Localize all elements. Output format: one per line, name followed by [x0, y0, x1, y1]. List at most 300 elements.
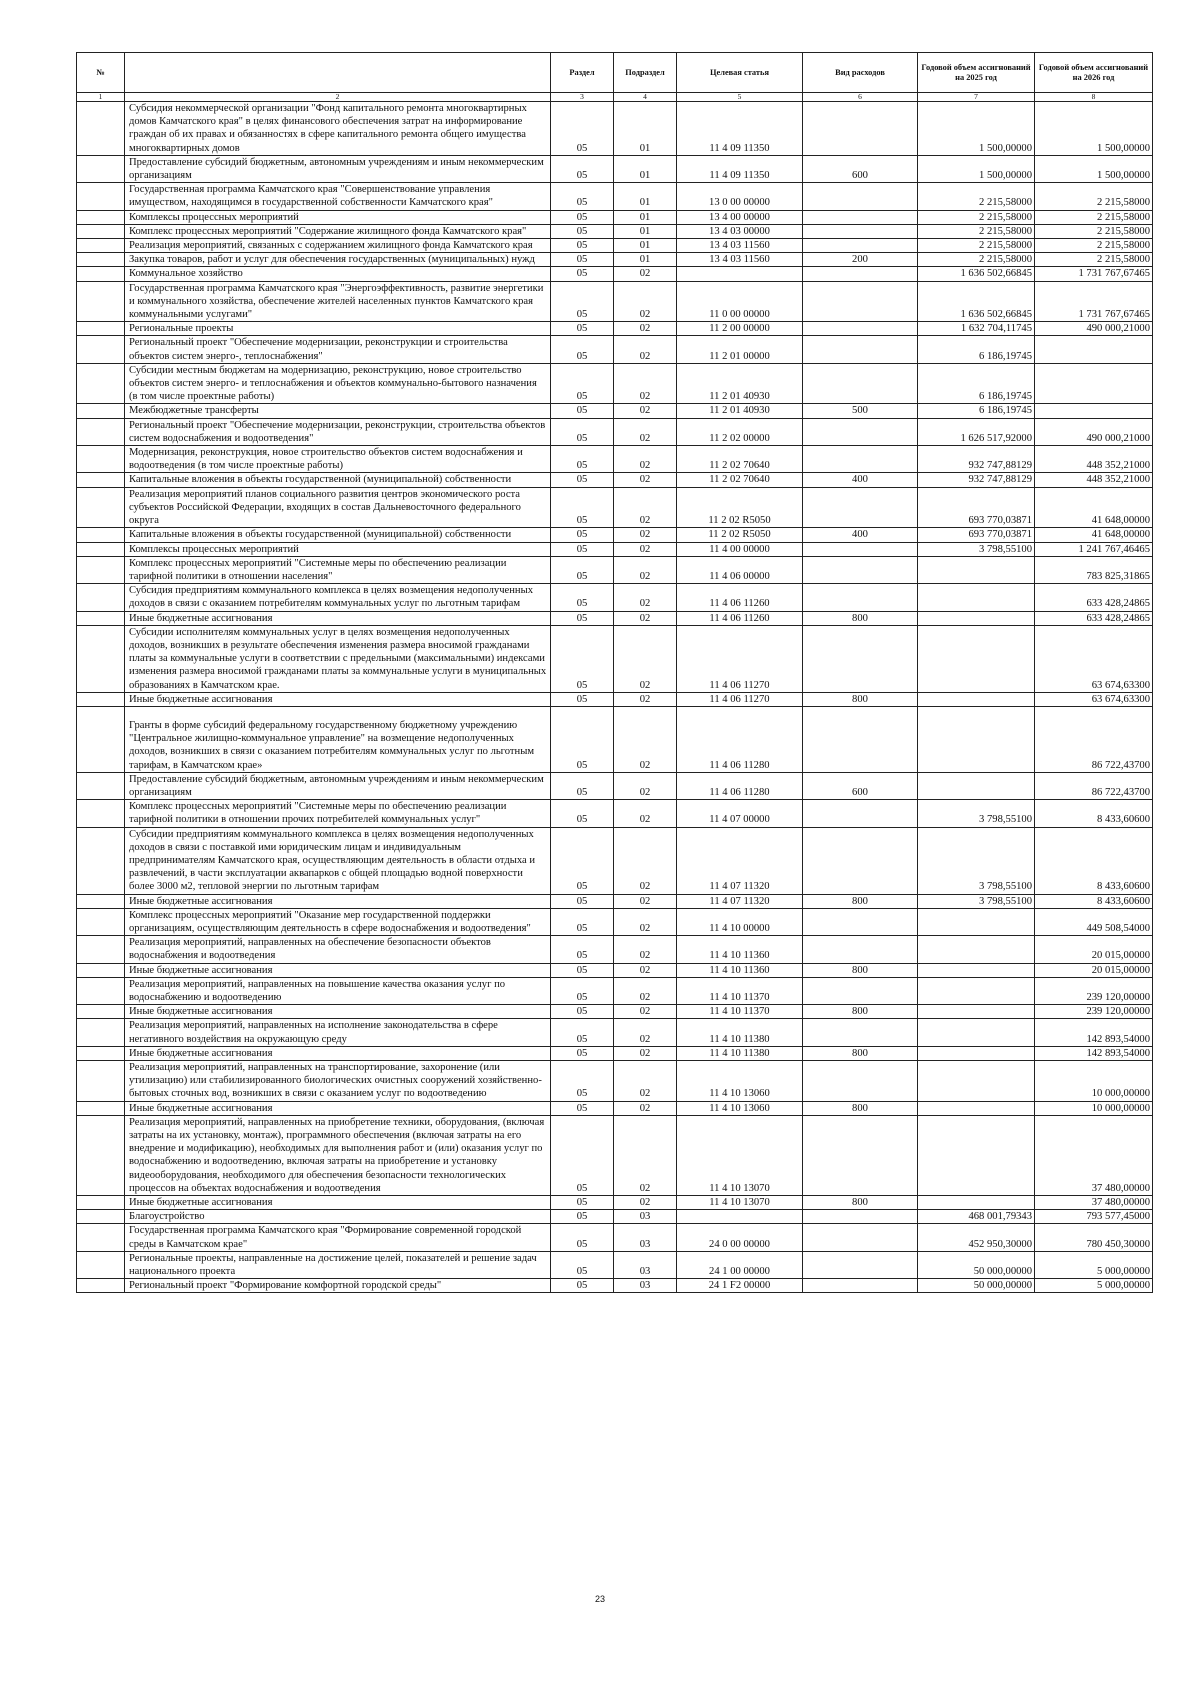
- row-podrazdel: 02: [614, 446, 677, 473]
- row-target-article: 11 4 06 00000: [677, 556, 803, 583]
- table-row: [77, 1115, 1153, 1195]
- row-target-article: 11 2 02 R5050: [677, 528, 803, 542]
- row-expense-type: 400: [803, 528, 918, 542]
- row-podrazdel: 03: [614, 1210, 677, 1224]
- row-amount-2026: 2 215,58000: [1035, 183, 1153, 210]
- row-razdel: 05: [551, 584, 614, 611]
- num-cell: [77, 936, 125, 963]
- row-target-article: 11 0 00 00000: [677, 281, 803, 322]
- row-podrazdel: 02: [614, 800, 677, 827]
- row-amount-2026: 1 241 767,46465: [1035, 542, 1153, 556]
- row-target-article: 11 2 02 00000: [677, 418, 803, 445]
- row-podrazdel: 01: [614, 253, 677, 267]
- row-target-article: 11 4 10 11380: [677, 1019, 803, 1046]
- row-amount-2025: 3 798,55100: [918, 542, 1035, 556]
- row-amount-2025: 6 186,19745: [918, 404, 1035, 418]
- row-name: Региональный проект "Обеспечение модернизации, реконструкции и строительства объектов систем энерго-, теплоснабжения": [125, 336, 551, 363]
- row-target-article: 11 4 10 13060: [677, 1101, 803, 1115]
- row-amount-2026: [1035, 336, 1153, 363]
- row-amount-2025: [918, 625, 1035, 692]
- header-target: Целевая статья: [677, 53, 803, 93]
- row-name: Региональные проекты, направленные на достижение целей, показателей и решение задач национального проекта: [125, 1251, 551, 1278]
- row-target-article: 11 2 01 40930: [677, 404, 803, 418]
- row-amount-2026: 2 215,58000: [1035, 239, 1153, 253]
- row-expense-type: [803, 363, 918, 404]
- row-amount-2026: 448 352,21000: [1035, 473, 1153, 487]
- row-target-article: 11 4 06 11280: [677, 706, 803, 772]
- row-razdel: 05: [551, 363, 614, 404]
- table-row: [77, 1279, 1153, 1293]
- row-amount-2026: 8 433,60600: [1035, 894, 1153, 908]
- table-row: [77, 183, 1153, 210]
- row-razdel: 05: [551, 800, 614, 827]
- row-podrazdel: 02: [614, 363, 677, 404]
- row-razdel: 05: [551, 542, 614, 556]
- row-amount-2026: 490 000,21000: [1035, 322, 1153, 336]
- num-cell: [77, 418, 125, 445]
- row-target-article: 11 4 06 11260: [677, 584, 803, 611]
- row-podrazdel: 01: [614, 155, 677, 182]
- row-amount-2026: [1035, 404, 1153, 418]
- row-podrazdel: 02: [614, 977, 677, 1004]
- row-target-article: 11 4 07 11320: [677, 894, 803, 908]
- table-row: [77, 1101, 1153, 1115]
- table-row: [77, 224, 1153, 238]
- row-razdel: 05: [551, 267, 614, 281]
- table-row: [77, 336, 1153, 363]
- row-name: Региональный проект "Формирование комфортной городской среды": [125, 1279, 551, 1293]
- num-cell: [77, 102, 125, 156]
- row-expense-type: [803, 936, 918, 963]
- row-amount-2026: 8 433,60600: [1035, 827, 1153, 894]
- row-amount-2025: [918, 584, 1035, 611]
- table-row: [77, 706, 1153, 772]
- row-podrazdel: 02: [614, 418, 677, 445]
- table-row: [77, 908, 1153, 935]
- row-razdel: 05: [551, 1251, 614, 1278]
- row-expense-type: [803, 908, 918, 935]
- row-podrazdel: 02: [614, 772, 677, 799]
- row-target-article: 24 1 00 00000: [677, 1251, 803, 1278]
- row-name: Государственная программа Камчатского края "Совершенствование управления имуществом, находящимся в государственной собственности Камчатского края": [125, 183, 551, 210]
- num-cell: [77, 1005, 125, 1019]
- row-amount-2026: 41 648,00000: [1035, 487, 1153, 528]
- row-podrazdel: 02: [614, 1005, 677, 1019]
- row-amount-2026: 239 120,00000: [1035, 1005, 1153, 1019]
- row-podrazdel: 03: [614, 1224, 677, 1251]
- row-expense-type: 800: [803, 692, 918, 706]
- row-amount-2025: [918, 1101, 1035, 1115]
- row-amount-2025: 693 770,03871: [918, 528, 1035, 542]
- row-amount-2026: 2 215,58000: [1035, 253, 1153, 267]
- table-row: [77, 611, 1153, 625]
- row-name: Модернизация, реконструкция, новое строительство объектов систем водоснабжения и водоотведения (в том числе проектные работы): [125, 446, 551, 473]
- row-podrazdel: 02: [614, 542, 677, 556]
- table-row: [77, 102, 1153, 156]
- row-name: Реализация мероприятий, направленных на исполнение законодательства в сфере негативного воздействия на окружающую среду: [125, 1019, 551, 1046]
- row-name: Реализация мероприятий, связанных с содержанием жилищного фонда Камчатского края: [125, 239, 551, 253]
- row-razdel: 05: [551, 446, 614, 473]
- num-cell: [77, 1251, 125, 1278]
- row-target-article: 13 4 03 11560: [677, 253, 803, 267]
- row-amount-2025: [918, 611, 1035, 625]
- row-amount-2025: 1 636 502,66845: [918, 267, 1035, 281]
- row-name: Реализация мероприятий, направленных на повышение качества оказания услуг по водоснабжению и водоотведению: [125, 977, 551, 1004]
- row-amount-2026: 63 674,63300: [1035, 625, 1153, 692]
- row-name: Субсидия некоммерческой организации "Фонд капитального ремонта многоквартирных домов Камчатского края" в целях финансового обеспечения затрат на информирование граждан об их правах и обязанностях в сфере капитального ремонта общего имущества многоквартирных домов: [125, 102, 551, 156]
- row-target-article: 11 4 06 11270: [677, 625, 803, 692]
- row-expense-type: [803, 1115, 918, 1195]
- column-index: 8: [1035, 93, 1153, 102]
- row-amount-2026: 793 577,45000: [1035, 1210, 1153, 1224]
- row-expense-type: [803, 446, 918, 473]
- table-row: [77, 542, 1153, 556]
- row-name: Иные бюджетные ассигнования: [125, 1005, 551, 1019]
- row-name: Субсидии исполнителям коммунальных услуг в целях возмещения недополученных доходов, возникших в результате обеспечения изменения размера вносимой гражданами платы за коммунальные услуги в соответствии с предельными (максимальными) индексами изменения размера вносимой гражданами платы за коммунальные услуги в муниципальных образованиях в Камчатском крае.: [125, 625, 551, 692]
- row-target-article: 11 4 00 00000: [677, 542, 803, 556]
- row-podrazdel: 02: [614, 487, 677, 528]
- num-cell: [77, 1019, 125, 1046]
- row-expense-type: [803, 418, 918, 445]
- row-amount-2026: 8 433,60600: [1035, 800, 1153, 827]
- row-expense-type: [803, 625, 918, 692]
- row-amount-2025: 1 500,00000: [918, 102, 1035, 156]
- row-amount-2026: 633 428,24865: [1035, 611, 1153, 625]
- table-row: [77, 473, 1153, 487]
- row-amount-2025: 6 186,19745: [918, 336, 1035, 363]
- row-razdel: 05: [551, 908, 614, 935]
- row-name: Региональный проект "Обеспечение модернизации, реконструкции, строительства объектов систем водоснабжения и водоотведения": [125, 418, 551, 445]
- row-amount-2025: [918, 908, 1035, 935]
- num-cell: [77, 908, 125, 935]
- row-name: Иные бюджетные ассигнования: [125, 894, 551, 908]
- row-podrazdel: 01: [614, 210, 677, 224]
- table-row: [77, 772, 1153, 799]
- num-cell: [77, 625, 125, 692]
- table-row: [77, 281, 1153, 322]
- table-row: [77, 584, 1153, 611]
- row-expense-type: [803, 224, 918, 238]
- row-expense-type: [803, 706, 918, 772]
- num-cell: [77, 894, 125, 908]
- num-cell: [77, 827, 125, 894]
- table-row: [77, 322, 1153, 336]
- row-amount-2026: 37 480,00000: [1035, 1196, 1153, 1210]
- num-cell: [77, 239, 125, 253]
- row-podrazdel: 02: [614, 1115, 677, 1195]
- row-amount-2025: 2 215,58000: [918, 253, 1035, 267]
- header-podrazdel: Подраздел: [614, 53, 677, 93]
- row-podrazdel: 03: [614, 1279, 677, 1293]
- num-cell: [77, 267, 125, 281]
- row-razdel: 05: [551, 239, 614, 253]
- table-body: [77, 102, 1153, 1293]
- table-row: [77, 827, 1153, 894]
- num-cell: [77, 1224, 125, 1251]
- row-expense-type: 200: [803, 253, 918, 267]
- table-row: [77, 528, 1153, 542]
- row-razdel: 05: [551, 487, 614, 528]
- row-expense-type: [803, 542, 918, 556]
- row-target-article: 11 4 06 11260: [677, 611, 803, 625]
- row-expense-type: [803, 1224, 918, 1251]
- row-razdel: 05: [551, 894, 614, 908]
- table-row: [77, 692, 1153, 706]
- row-expense-type: 800: [803, 1005, 918, 1019]
- num-cell: [77, 1115, 125, 1195]
- row-razdel: 05: [551, 556, 614, 583]
- table-row: [77, 963, 1153, 977]
- num-cell: [77, 1101, 125, 1115]
- row-amount-2025: [918, 706, 1035, 772]
- row-podrazdel: 02: [614, 908, 677, 935]
- row-amount-2026: 20 015,00000: [1035, 936, 1153, 963]
- num-cell: [77, 556, 125, 583]
- column-index: 7: [918, 93, 1035, 102]
- row-expense-type: [803, 1061, 918, 1102]
- row-expense-type: 800: [803, 1046, 918, 1060]
- row-podrazdel: 02: [614, 404, 677, 418]
- row-amount-2025: 1 500,00000: [918, 155, 1035, 182]
- row-expense-type: [803, 1019, 918, 1046]
- row-podrazdel: 02: [614, 1196, 677, 1210]
- row-amount-2025: 1 626 517,92000: [918, 418, 1035, 445]
- row-razdel: 05: [551, 692, 614, 706]
- row-podrazdel: 02: [614, 611, 677, 625]
- table-row: [77, 155, 1153, 182]
- row-razdel: 05: [551, 418, 614, 445]
- row-podrazdel: 02: [614, 706, 677, 772]
- row-amount-2025: 693 770,03871: [918, 487, 1035, 528]
- row-expense-type: 800: [803, 963, 918, 977]
- num-cell: [77, 584, 125, 611]
- row-podrazdel: 02: [614, 336, 677, 363]
- row-razdel: 05: [551, 224, 614, 238]
- row-amount-2026: 783 825,31865: [1035, 556, 1153, 583]
- row-amount-2026: 37 480,00000: [1035, 1115, 1153, 1195]
- row-target-article: 11 4 10 13070: [677, 1196, 803, 1210]
- row-target-article: 11 4 10 13070: [677, 1115, 803, 1195]
- row-name: Комплекс процессных мероприятий "Системные меры по обеспечению реализации тарифной политики в отношении прочих потребителей коммунальных услуг": [125, 800, 551, 827]
- row-podrazdel: 02: [614, 528, 677, 542]
- row-target-article: 13 0 00 00000: [677, 183, 803, 210]
- row-name: Иные бюджетные ассигнования: [125, 1046, 551, 1060]
- table-row: [77, 1224, 1153, 1251]
- row-amount-2026: 86 722,43700: [1035, 772, 1153, 799]
- column-index: 5: [677, 93, 803, 102]
- table-row: [77, 936, 1153, 963]
- row-amount-2026: 2 215,58000: [1035, 224, 1153, 238]
- row-razdel: 05: [551, 1046, 614, 1060]
- row-podrazdel: 02: [614, 827, 677, 894]
- num-cell: [77, 977, 125, 1004]
- table-row: [77, 1251, 1153, 1278]
- table-row: [77, 418, 1153, 445]
- num-cell: [77, 692, 125, 706]
- num-cell: [77, 183, 125, 210]
- row-podrazdel: 02: [614, 556, 677, 583]
- row-amount-2026: 41 648,00000: [1035, 528, 1153, 542]
- row-razdel: 05: [551, 1196, 614, 1210]
- row-razdel: 05: [551, 404, 614, 418]
- row-amount-2026: 449 508,54000: [1035, 908, 1153, 935]
- row-amount-2025: 2 215,58000: [918, 183, 1035, 210]
- row-razdel: 05: [551, 625, 614, 692]
- header-vid: Вид расходов: [803, 53, 918, 93]
- table-row: [77, 1019, 1153, 1046]
- row-name: Субсидии местным бюджетам на модернизацию, реконструкцию, новое строительство объектов систем энерго- и теплоснабжения и объектов коммунально-бытового назначения (в том числе проектные работы): [125, 363, 551, 404]
- table-row: [77, 1061, 1153, 1102]
- row-expense-type: [803, 1279, 918, 1293]
- column-index: 6: [803, 93, 918, 102]
- row-expense-type: [803, 1210, 918, 1224]
- row-razdel: 05: [551, 102, 614, 156]
- row-amount-2025: 50 000,00000: [918, 1251, 1035, 1278]
- table-row: [77, 210, 1153, 224]
- row-expense-type: [803, 1251, 918, 1278]
- table-row: [77, 253, 1153, 267]
- row-name: Государственная программа Камчатского края "Энергоэффективность, развитие энергетики и коммунального хозяйства, обеспечение жителей населенных пунктов Камчатского края коммунальными услугами": [125, 281, 551, 322]
- row-amount-2026: 5 000,00000: [1035, 1251, 1153, 1278]
- row-amount-2025: 6 186,19745: [918, 363, 1035, 404]
- row-amount-2026: 20 015,00000: [1035, 963, 1153, 977]
- header-num: №: [77, 53, 125, 93]
- row-podrazdel: 02: [614, 1046, 677, 1060]
- row-podrazdel: 02: [614, 1019, 677, 1046]
- row-podrazdel: 01: [614, 102, 677, 156]
- row-podrazdel: 02: [614, 1101, 677, 1115]
- row-expense-type: 800: [803, 1101, 918, 1115]
- row-expense-type: 400: [803, 473, 918, 487]
- row-expense-type: 600: [803, 155, 918, 182]
- row-amount-2025: [918, 1061, 1035, 1102]
- num-cell: [77, 404, 125, 418]
- row-amount-2026: 86 722,43700: [1035, 706, 1153, 772]
- row-amount-2025: [918, 692, 1035, 706]
- row-amount-2025: 3 798,55100: [918, 827, 1035, 894]
- table-header: [77, 53, 1153, 102]
- row-amount-2025: 468 001,79343: [918, 1210, 1035, 1224]
- row-name: Субсидии предприятиям коммунального комплекса в целях возмещения недополученных доходов в связи с поставкой ими юридическим лицам и индивидуальным предпринимателям Камчатского края, осуществляющим деятельность в области отдыха и развлечений, в части эксплуатации аквапарков с общей площадью водной поверхности более 3000 м2, тепловой энергии по льготным тарифам: [125, 827, 551, 894]
- table-row: [77, 487, 1153, 528]
- row-razdel: 05: [551, 706, 614, 772]
- table-row: [77, 556, 1153, 583]
- table-row: [77, 267, 1153, 281]
- row-razdel: 05: [551, 210, 614, 224]
- table-row: [77, 800, 1153, 827]
- row-name: Иные бюджетные ассигнования: [125, 611, 551, 625]
- row-expense-type: 800: [803, 611, 918, 625]
- row-podrazdel: 02: [614, 267, 677, 281]
- table-row: [77, 404, 1153, 418]
- table-row: [77, 1210, 1153, 1224]
- num-cell: [77, 336, 125, 363]
- row-razdel: 05: [551, 183, 614, 210]
- row-podrazdel: 01: [614, 224, 677, 238]
- row-amount-2025: [918, 1005, 1035, 1019]
- row-name: Предоставление субсидий бюджетным, автономным учреждениям и иным некоммерческим организациям: [125, 155, 551, 182]
- row-razdel: 05: [551, 1210, 614, 1224]
- row-amount-2026: 1 731 767,67465: [1035, 281, 1153, 322]
- row-name: Гранты в форме субсидий федеральному государственному бюджетному учреждению "Центральное жилищно-коммунальное управление" на возмещение недополученных доходов, возникших в связи с оказанием потребителям коммунальных услуг по льготным тарифам, в Камчатском крае»: [125, 706, 551, 772]
- row-amount-2026: 1 500,00000: [1035, 102, 1153, 156]
- row-expense-type: [803, 487, 918, 528]
- row-razdel: 05: [551, 1224, 614, 1251]
- row-expense-type: [803, 977, 918, 1004]
- row-podrazdel: 01: [614, 183, 677, 210]
- row-name: Иные бюджетные ассигнования: [125, 963, 551, 977]
- num-cell: [77, 281, 125, 322]
- row-name: Государственная программа Камчатского края "Формирование современной городской среды в Камчатском крае": [125, 1224, 551, 1251]
- row-amount-2025: 1 632 704,11745: [918, 322, 1035, 336]
- row-amount-2025: 50 000,00000: [918, 1279, 1035, 1293]
- num-cell: [77, 487, 125, 528]
- row-amount-2026: 142 893,54000: [1035, 1019, 1153, 1046]
- num-cell: [77, 528, 125, 542]
- page-number: 23: [594, 1594, 605, 1604]
- row-name: Коммунальное хозяйство: [125, 267, 551, 281]
- num-cell: [77, 253, 125, 267]
- row-name: Иные бюджетные ассигнования: [125, 1196, 551, 1210]
- row-target-article: 13 4 00 00000: [677, 210, 803, 224]
- row-name: Реализация мероприятий, направленных на обеспечение безопасности объектов водоснабжения и водоотведения: [125, 936, 551, 963]
- row-razdel: 05: [551, 322, 614, 336]
- row-expense-type: 800: [803, 1196, 918, 1210]
- row-target-article: 11 4 07 00000: [677, 800, 803, 827]
- row-target-article: 11 4 07 11320: [677, 827, 803, 894]
- header-2026: Годовой объем ассигнований на 2026 год: [1035, 53, 1153, 93]
- row-expense-type: [803, 239, 918, 253]
- row-amount-2025: 932 747,88129: [918, 446, 1035, 473]
- row-amount-2026: 448 352,21000: [1035, 446, 1153, 473]
- num-cell: [77, 1061, 125, 1102]
- row-podrazdel: 02: [614, 473, 677, 487]
- row-razdel: 05: [551, 977, 614, 1004]
- row-amount-2025: [918, 1115, 1035, 1195]
- row-podrazdel: 01: [614, 239, 677, 253]
- row-podrazdel: 02: [614, 936, 677, 963]
- row-expense-type: [803, 281, 918, 322]
- num-cell: [77, 363, 125, 404]
- row-podrazdel: 02: [614, 1061, 677, 1102]
- column-index: 3: [551, 93, 614, 102]
- row-expense-type: [803, 102, 918, 156]
- row-name: Реализация мероприятий, направленных на транспортирование, захоронение (или утилизацию) или стабилизированного биологических очистных сооружений хозяйственно-бытовых сточных вод, возникших в связи с оказанием услуг по водоотведению: [125, 1061, 551, 1102]
- row-target-article: 24 1 F2 00000: [677, 1279, 803, 1293]
- row-target-article: [677, 267, 803, 281]
- row-name: Комплекс процессных мероприятий "Содержание жилищного фонда Камчатского края": [125, 224, 551, 238]
- row-expense-type: 800: [803, 894, 918, 908]
- row-amount-2025: [918, 772, 1035, 799]
- row-target-article: 11 4 09 11350: [677, 102, 803, 156]
- row-razdel: 05: [551, 1019, 614, 1046]
- row-razdel: 05: [551, 473, 614, 487]
- row-target-article: 24 0 00 00000: [677, 1224, 803, 1251]
- row-podrazdel: 02: [614, 963, 677, 977]
- table-row: [77, 1005, 1153, 1019]
- row-amount-2026: 633 428,24865: [1035, 584, 1153, 611]
- row-razdel: 05: [551, 1061, 614, 1102]
- row-target-article: 13 4 03 11560: [677, 239, 803, 253]
- row-target-article: 11 2 00 00000: [677, 322, 803, 336]
- table-row: [77, 977, 1153, 1004]
- row-amount-2025: 2 215,58000: [918, 239, 1035, 253]
- row-amount-2025: 3 798,55100: [918, 894, 1035, 908]
- row-amount-2025: 3 798,55100: [918, 800, 1035, 827]
- row-name: Реализация мероприятий, направленных на приобретение техники, оборудования, (включая затраты на их установку, монтаж), программного обеспечения (включая затраты на его внедрение и модификацию), необходимых для выполнения работ и (или) оказания услуг по водоснабжению и водоотведению, включая затраты на приобретение и установку видеооборудования, необходимого для обеспечения безопасности технологических процессов на объектах водоснабжения и водоотведения: [125, 1115, 551, 1195]
- num-cell: [77, 224, 125, 238]
- row-target-article: 11 2 02 70640: [677, 473, 803, 487]
